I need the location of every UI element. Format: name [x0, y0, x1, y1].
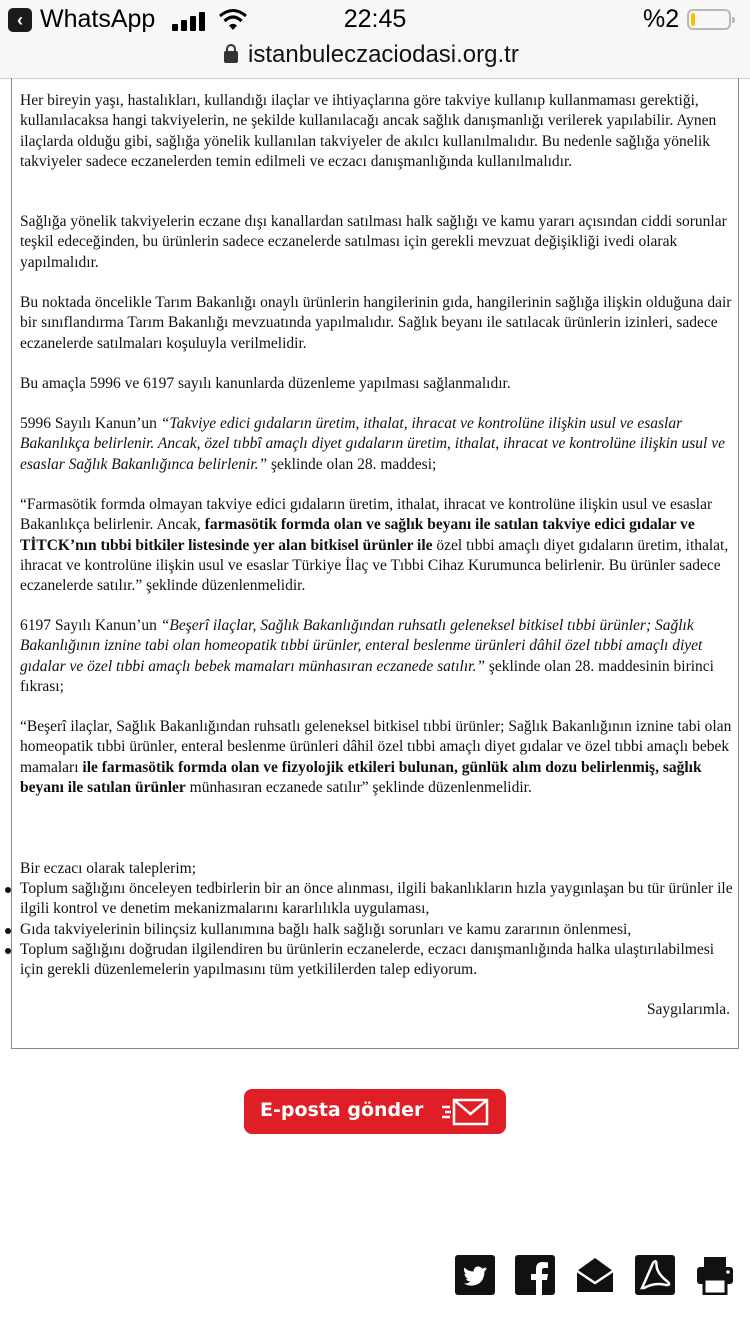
paragraph-4: Bu amaçla 5996 ve 6197 sayılı kanunlarda düzenleme yapılması sağlanmalıdır.: [20, 375, 511, 392]
email-icon[interactable]: [575, 1255, 615, 1295]
list-item: Gıda takviyelerinin bilinçsiz kullanımına bağlı halk sağlığı sorunları ve kamu zararının önlenmesi,: [20, 920, 735, 940]
chevron-left-icon[interactable]: ‹: [8, 8, 32, 32]
send-email-label: E-posta gönder: [260, 1099, 424, 1121]
paragraph-6: [20, 495, 735, 596]
paragraph-5-lead: 5996 Sayılı Kanun’un: [20, 415, 161, 432]
paragraph-8-bold: ile farmasötik formda olan ve fizyolojik etkileri bulunan, günlük alım dozu belirlenmiş, sağlık beyanı ile satılan ürünler: [20, 758, 702, 796]
paragraph-2: Sağlığa yönelik takviyelerin eczane dışı kanallardan satılması halk sağlığı ve kamu yararı açısından ciddi sorunlar teşkil edeceğinden, bu ürünlerin sadece eczanelerde satılması için gerekli mevzuat değişikliği ivedi olarak yapılmalıdır.: [20, 213, 727, 271]
send-email-button[interactable]: [244, 1089, 506, 1134]
requests-intro: Bir eczacı olarak taleplerim;: [20, 860, 197, 877]
paragraph-3: Bu noktada öncelikle Tarım Bakanlığı onaylı ürünlerin hangilerinin gıda, hangilerinin sağlığa ilişkin olduğuna dair bir sınıflandırma Tarım Bakanlığı mevzuatında yapılmalıdır. Sağlık beyanı ile satılacak ürünlerin izinleri, sadece eczanelerde satılmaları koşuluyla verilmelidir.: [20, 294, 732, 352]
facebook-icon[interactable]: [515, 1255, 555, 1295]
url-text[interactable]: istanbuleczaciodasi.org.tr: [248, 41, 519, 68]
paragraph-8: [20, 717, 735, 798]
address-bar[interactable]: [0, 40, 750, 79]
paragraph-5-tail: şeklinde olan 28. maddesi;: [267, 455, 437, 473]
list-item: Toplum sağlığını doğrudan ilgilendiren bu ürünlerin eczanelerde, eczacı danışmanlığında halka ulaştırılabilmesi için gerekli düzenlemelerin yapılmasını tüm yetkililerden talep ediyorum.: [20, 940, 735, 981]
list-item: Toplum sağlığını önceleyen tedbirlerin bir an önce alınması, ilgili bakanlıkların hızla yaygınlaşan bu tür ürünler ile ilgili kontrol ve denetim mekanizmalarını kararlılıkla uygulaması,: [20, 879, 735, 920]
requests-list: [20, 879, 735, 980]
paragraph-7: [20, 616, 735, 697]
status-bar: [0, 0, 750, 40]
paragraph-7-lead: 6197 Sayılı Kanun’un: [20, 617, 161, 634]
paragraph-7-quote: “Beşerî ilaçlar, Sağlık Bakanlığından ruhsatlı geleneksel bitkisel tıbbi ürünler; Sağlık Bakanlığının iznine tabi olan homeopatik tıbbi ürünler, enteral beslenme ürünleri dâhil özel tıbbi amaçlı diyet gıdalar ve özel tıbbi amaçlı bebek mamaları münhasıran eczanede satılır.”: [20, 617, 703, 675]
paragraph-6-bold: farmasötik formda olan ve sağlık beyanı ile satılan takviye edici gıdalar ve TİTCK’nın tıbbi bitkiler listesinde yer alan bitkisel ürünler ile: [20, 516, 695, 554]
paragraph-8-tail: münhasıran eczanede satılır” şeklinde düzenlenmelidir.: [185, 778, 532, 796]
battery-icon: [687, 9, 731, 30]
envelope-icon: [442, 1097, 490, 1127]
back-to-app-label[interactable]: WhatsApp: [40, 5, 156, 33]
paragraph-8-lead: “Beşerî ilaçlar, Sağlık Bakanlığından ruhsatlı geleneksel bitkisel tıbbi ürünler; Sağlık Bakanlığının iznine tabi olan homeopatik tıbbi ürünler, enteral beslenme ürünleri dâhil özel tıbbi amaçlı diyet gıdalar ve özel tıbbi amaçlı bebek mamaları: [20, 718, 732, 776]
letter-body: [11, 78, 739, 1049]
pdf-icon[interactable]: [635, 1255, 675, 1295]
battery-percent: %2: [643, 5, 680, 33]
paragraph-5: [20, 414, 735, 475]
paragraph-1: Her bireyin yaşı, hastalıkları, kullandığı ilaçlar ve ihtiyaçlarına göre takviye kullanıp kullanmaması gerektiği, kullanılacaksa hangi takviyelerin, ne şekilde kullanılacağı ancak sağlık danışmanlığı verilerek yapılabilir. Aynen ilaçlarda olduğu gibi, sağlığa yönelik kullanılan takviyeler de akılcı kullanılmalıdır. Bu nedenle sağlığa yönelik takviyeler sadece eczanelerden temin edilmeli ve eczacı danışmanlığında kullanılmalıdır.: [20, 92, 717, 170]
closing-line: Saygılarımla.: [646, 1001, 730, 1018]
twitter-icon[interactable]: [455, 1255, 495, 1295]
paragraph-6-tail: özel tıbbi amaçlı diyet gıdaların üretim, ithalat, ihracat ve kontrolüne ilişkin usul ve esaslar Türkiye İlaç ve Tıbbi Cihaz Kurumunca belirlenir. Bu ürünler sadece eczanelerde satılır.” şeklinde düzenlenmelidir.: [20, 536, 729, 595]
lock-icon: [224, 51, 238, 63]
clock: 22:45: [343, 5, 407, 33]
paragraph-5-quote: “Takviye edici gıdaların üretim, ithalat, ihracat ve kontrolüne ilişkin usul ve esaslar Bakanlıkça belirlenir. Ancak, özel tıbbî amaçlı diyet gıdaların üretim, ithalat, ihracat ve kontrolüne ilişkin usul ve esaslar Sağlık Bakanlığınca belirlenir.”: [20, 415, 725, 473]
paragraph-7-tail: şeklinde olan 28. maddesinin birinci fıkrası;: [20, 657, 714, 695]
paragraph-6-lead: “Farmasötik formda olmayan takviye edici gıdaların üretim, ithalat, ihracat ve kontrolüne ilişkin usul ve esaslar Bakanlıkça belirlenir. Ancak,: [20, 496, 713, 534]
print-icon[interactable]: [695, 1255, 735, 1295]
